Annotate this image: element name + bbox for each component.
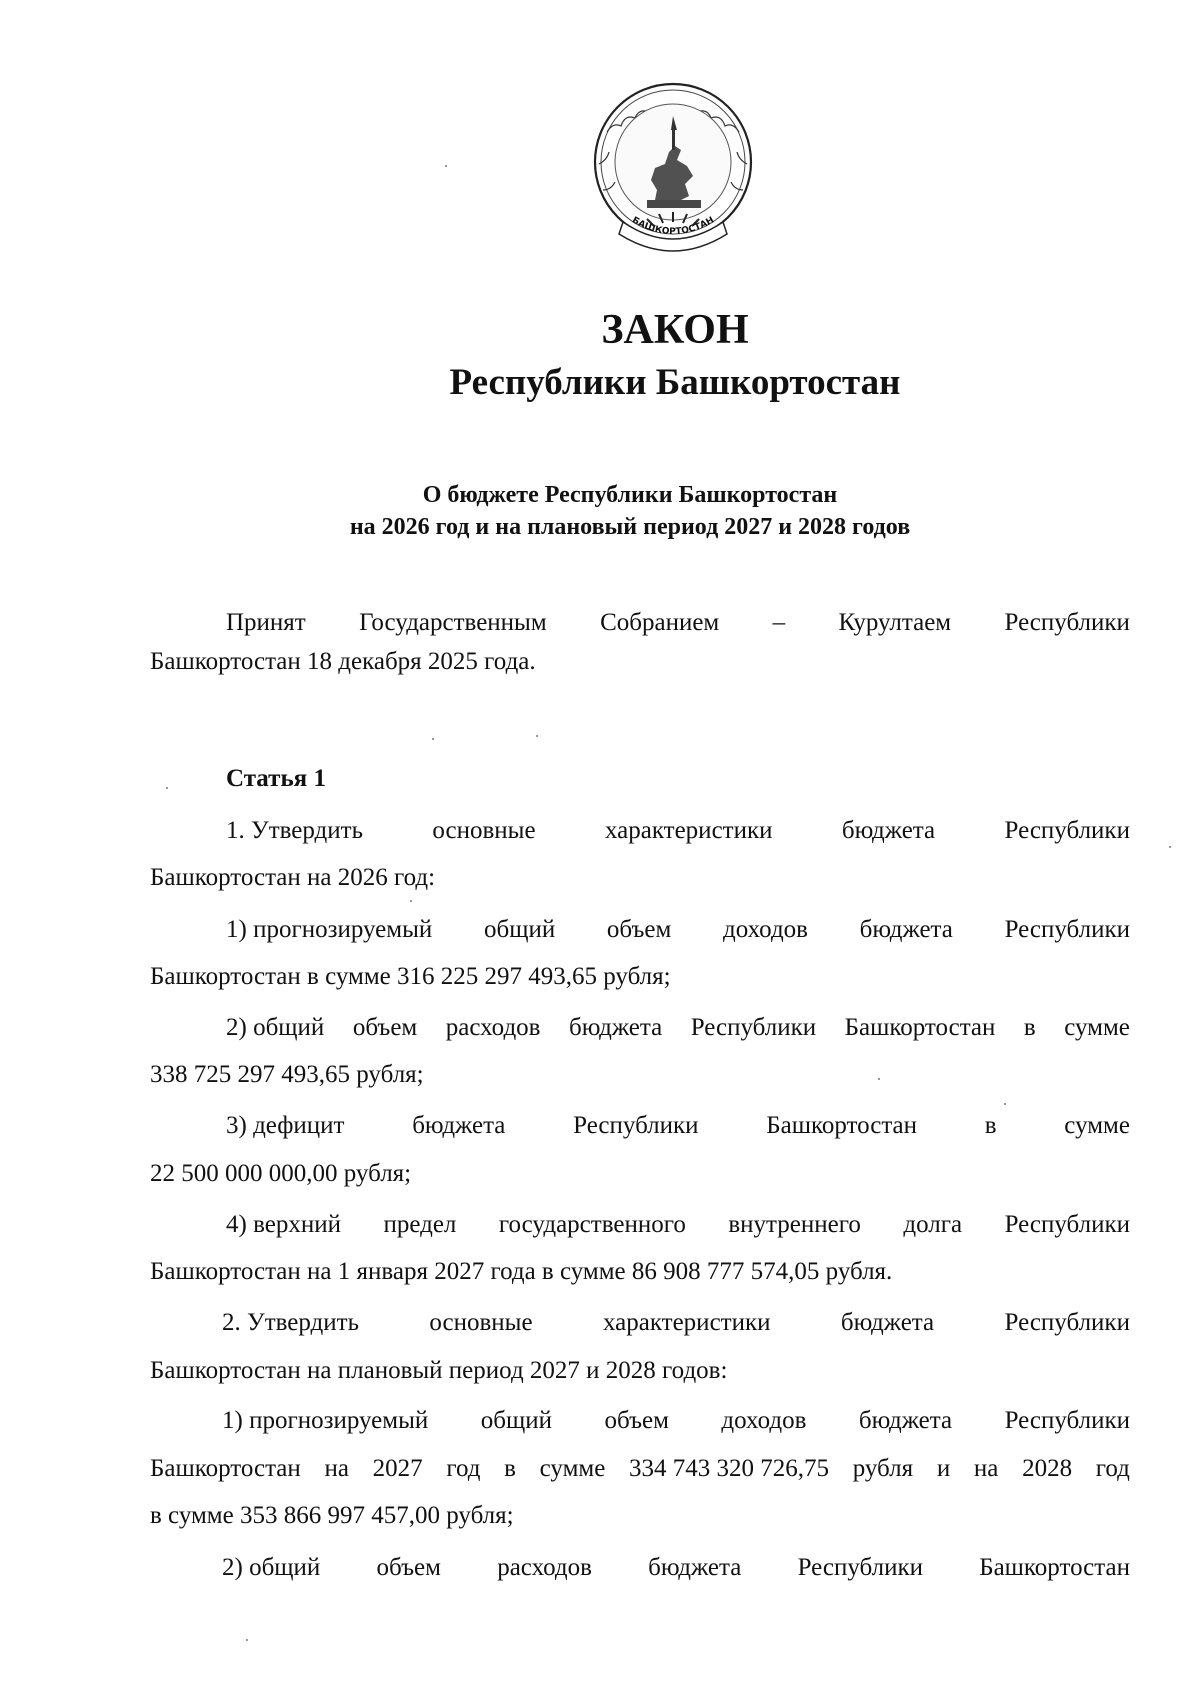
word: Курултаем [838,609,952,636]
scan-speck [445,165,447,167]
word: 4) верхний [226,1211,341,1238]
word: Республики [797,1554,923,1581]
word: сумме [1064,1014,1130,1041]
word: Башкортостан [844,1014,996,1041]
scan-speck [410,900,412,902]
word: 2) общий [226,1014,325,1041]
word: объем [604,1407,669,1434]
word: общий [483,916,556,943]
word: 3) дефицит [226,1112,345,1139]
word: Республики [1004,1407,1130,1434]
word: – [772,609,786,636]
word: Государственным [359,609,547,636]
word: бюджета [841,817,936,844]
paragraph-2-1-line-3: в сумме 353 866 997 457,00 рубля; [150,1502,514,1529]
law-heading-line-2: на 2026 год и на плановый период 2027 и 2028 годов [349,514,911,540]
word: Республики [1004,916,1130,943]
word: бюджета [648,1554,742,1581]
word: в [1023,1014,1036,1041]
word: расходов [497,1554,592,1581]
adoption-line-2: Башкортостан 18 декабря 2025 года. [150,648,536,675]
law-title: ЗАКОН [601,307,749,353]
paragraph-1-4-line-2: Башкортостан на 1 января 2027 года в сумме 86 908 777 574,05 рубля. [150,1258,893,1285]
word: рубля [852,1455,914,1482]
word: доходов [721,1407,807,1434]
paragraph-2-1-line-2 [150,1454,1130,1484]
word: Республики [690,1014,817,1041]
scan-speck [432,738,434,740]
word: в [984,1112,997,1139]
paragraph-1-4-line-1 [226,1210,1130,1240]
word: Принят [226,609,306,636]
paragraph-2-line-2: Башкортостан на плановый период 2027 и 2028 годов: [150,1357,728,1384]
word: объем [376,1554,441,1581]
word: внутреннего [728,1211,861,1238]
word: бюджета [858,1407,953,1434]
word: год [1095,1455,1130,1482]
word: бюджета [840,1309,935,1336]
word: долга [903,1211,963,1238]
word: объем [352,1014,418,1041]
word: год [446,1455,481,1482]
paragraph-1-1-line-2: Башкортостан в сумме 316 225 297 493,65 рубля; [150,963,671,990]
word: бюджета [412,1112,506,1139]
paragraph-2-line-1 [222,1308,1130,1338]
paragraph-1-2-line-2: 338 725 297 493,65 рубля; [150,1061,424,1088]
word: на [324,1455,349,1482]
word: характеристики [604,817,773,844]
paragraph-1-3-line-2: 22 500 000 000,00 рубля; [150,1160,412,1187]
paragraph-2-1-line-1 [222,1406,1130,1436]
emblem-ribbon-text: БАШКОРТОСТАН [630,215,716,238]
paragraph-2-2-line-1 [222,1553,1130,1583]
word: Собранием [600,609,720,636]
word: в [504,1455,516,1482]
coat-of-arms-icon [577,72,769,262]
paragraph-1-line-1 [226,816,1130,846]
scan-speck [536,735,538,737]
word: Башкортостан [979,1554,1130,1581]
word: сумме [539,1455,606,1482]
word: Республики [1004,609,1130,636]
word: основные [432,817,536,844]
word: на [973,1455,999,1482]
paragraph-1-1-line-1 [226,915,1130,945]
word: общий [480,1407,552,1434]
word: бюджета [859,916,953,943]
article-title: Статья 1 [226,765,326,792]
law-heading-line-1: О бюджете Республики Башкортостан [422,482,838,508]
word: 2. Утвердить [222,1309,359,1336]
word: сумме [1064,1112,1130,1139]
word: 1. Утвердить [226,817,363,844]
word: Республики [1004,817,1130,844]
word: 2028 [1022,1455,1073,1482]
word: 2) общий [222,1554,321,1581]
word: Республики [1004,1211,1130,1238]
paragraph-1-2-line-1 [226,1013,1130,1043]
scan-speck [878,1078,880,1080]
adoption-line-1 [226,608,1130,638]
word: Республики [573,1112,699,1139]
word: бюджета [568,1014,663,1041]
word: расходов [445,1014,541,1041]
word: Республики [1004,1309,1130,1336]
word: 1) прогнозируемый [222,1407,429,1434]
word: доходов [723,916,808,943]
scan-speck [246,1639,248,1641]
word: характеристики [602,1309,771,1336]
word: основные [429,1309,533,1336]
scan-speck [166,787,168,789]
scan-speck [1169,846,1171,848]
word: государственного [498,1211,686,1238]
word: 2027 [372,1455,423,1482]
word: Башкортостан [150,1455,301,1482]
word: 334 743 320 726,75 [629,1455,830,1482]
paragraph-1-line-2: Башкортостан на 2026 год: [150,864,436,891]
word: и [936,1455,951,1482]
word: предел [383,1211,457,1238]
paragraph-1-3-line-1 [226,1111,1130,1141]
word: объем [606,916,672,943]
word: Башкортостан [766,1112,918,1139]
scan-speck [1004,1103,1006,1105]
law-subtitle: Республики Башкортостан [449,362,901,403]
word: 1) прогнозируемый [226,916,433,943]
